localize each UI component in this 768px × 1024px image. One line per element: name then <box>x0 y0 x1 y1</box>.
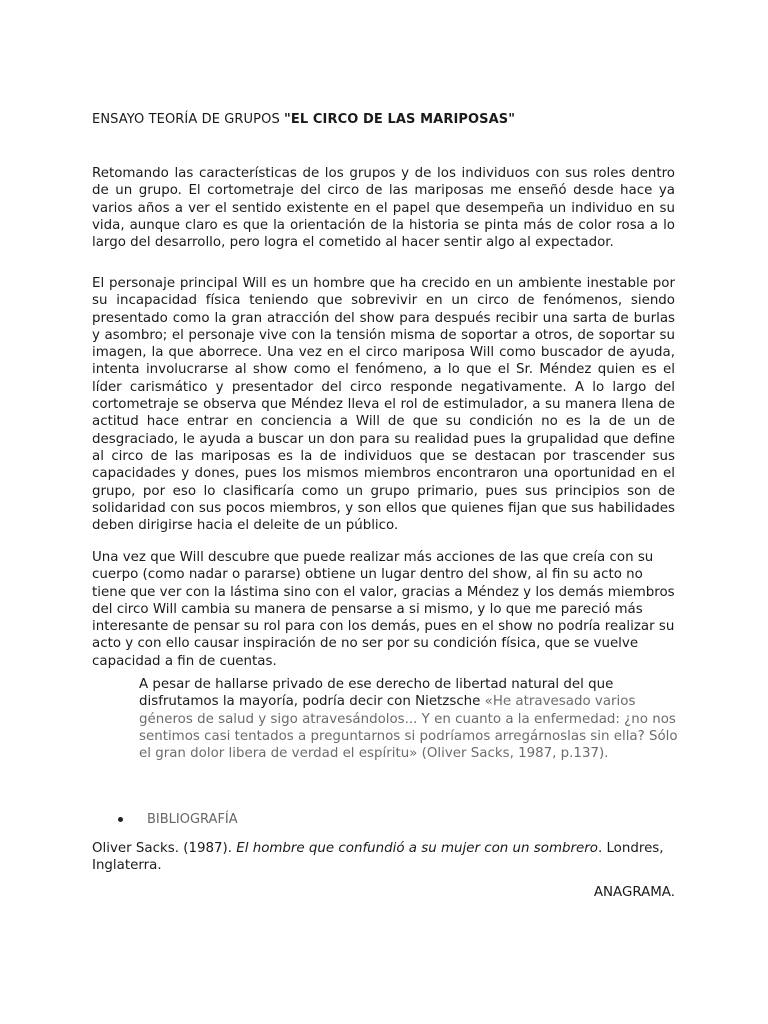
title-prefix: ENSAYO TEORÍA DE GRUPOS <box>92 112 285 127</box>
title-main: "EL CIRCO DE LAS MARIPOSAS" <box>284 112 516 127</box>
essay-title <box>92 112 515 127</box>
paragraph-will: El personaje principal Will es un hombre que ha crecido en un ambiente inestable por su incapacidad física teniendo que sobrevivir en un circo de fenómenos, siendo presentado como la gran atracción del show para después recibir una sarta de burlas y asombro; el personaje vive con la tensión misma de soportar a otros, de soportar su imagen, la que aborrece. Una vez en el circo mariposa Will como buscador de ayuda, intenta involucrarse al show como el fenómeno, a lo que el Sr. Méndez quien es el líder carismático y presentador del circo responde negativamente. A lo largo del cortometraje se observa que Méndez lleva el rol de estimulador, a su manera llena de actitud hace entrar en conciencia a Will de que su condición no es la de un de desgraciado, le ayuda a buscar un don para su realidad pues la grupalidad que define al circo de las mariposas es la de individuos que se destacan por trascender sus capacidades y dones, pues los mismos miembros encontraron una oportunidad en el grupo, por eso lo clasificaría como un grupo primario, pues sus principios son de solidaridad con sus pocos miembros, y son ellos que quienes fijan que sus habilidades deben dirigirse hacia el deleite de un público. <box>92 276 675 534</box>
paragraph-intro: Retomando las características de los grupos y de los individuos con sus roles dentro de un grupo. El cortometraje del circo de las mariposas me enseñó desde hace ya varios años a ver el sentido existente en el papel que desempeña un individuo en su vida, aunque claro es que la orientación de la historia se pinta más de color rosa a lo largo del desarrollo, pero logra el cometido al hacer sentir algo al expectador. <box>92 166 675 251</box>
bibliography-reference <box>92 840 675 875</box>
nietzsche-quote-block <box>139 676 684 762</box>
quote-intro: A pesar de hallarse privado de ese derecho de libertad natural del que disfrutamos la mayoría, podría decir con Nietzsche <box>139 677 614 710</box>
bullet-icon <box>118 817 123 822</box>
reference-place: . Londres, Inglaterra. <box>92 841 664 874</box>
quote-text: «He atravesado varios géneros de salud y sigo atravesándolos... Y en cuanto a la enfermedad: ¿no nos sentimos casi tentados a preguntarnos si podríamos arregárnoslas sin ella? Sólo el gran dolor libera de verdad el espíritu» (Oliver Sacks, 1987, p.137). <box>139 694 678 762</box>
bibliography-heading <box>118 812 238 827</box>
reference-title: El hombre que confundió a su mujer con un sombrero <box>236 841 598 856</box>
reference-author: Oliver Sacks. (1987). <box>92 841 237 856</box>
bibliography-label: BIBLIOGRAFÍA <box>147 812 238 827</box>
paragraph-conclusion: Una vez que Will descubre que puede realizar más acciones de las que creía con su cuerpo (como nadar o pararse) obtiene un lugar dentro del show, al fin su acto no tiene que ver con la lástima sino con el valor, gracias a Méndez y los demás miembros del circo Will cambia su manera de pensarse a si mismo, y lo que me pareció más interesante de pensar su rol para con los demás, pues en el show no podría realizar su acto y con ello causar inspiración de no ser por su condición física, que se vuelve capacidad a fin de cuentas. <box>92 550 675 669</box>
reference-publisher: ANAGRAMA. <box>593 885 675 900</box>
